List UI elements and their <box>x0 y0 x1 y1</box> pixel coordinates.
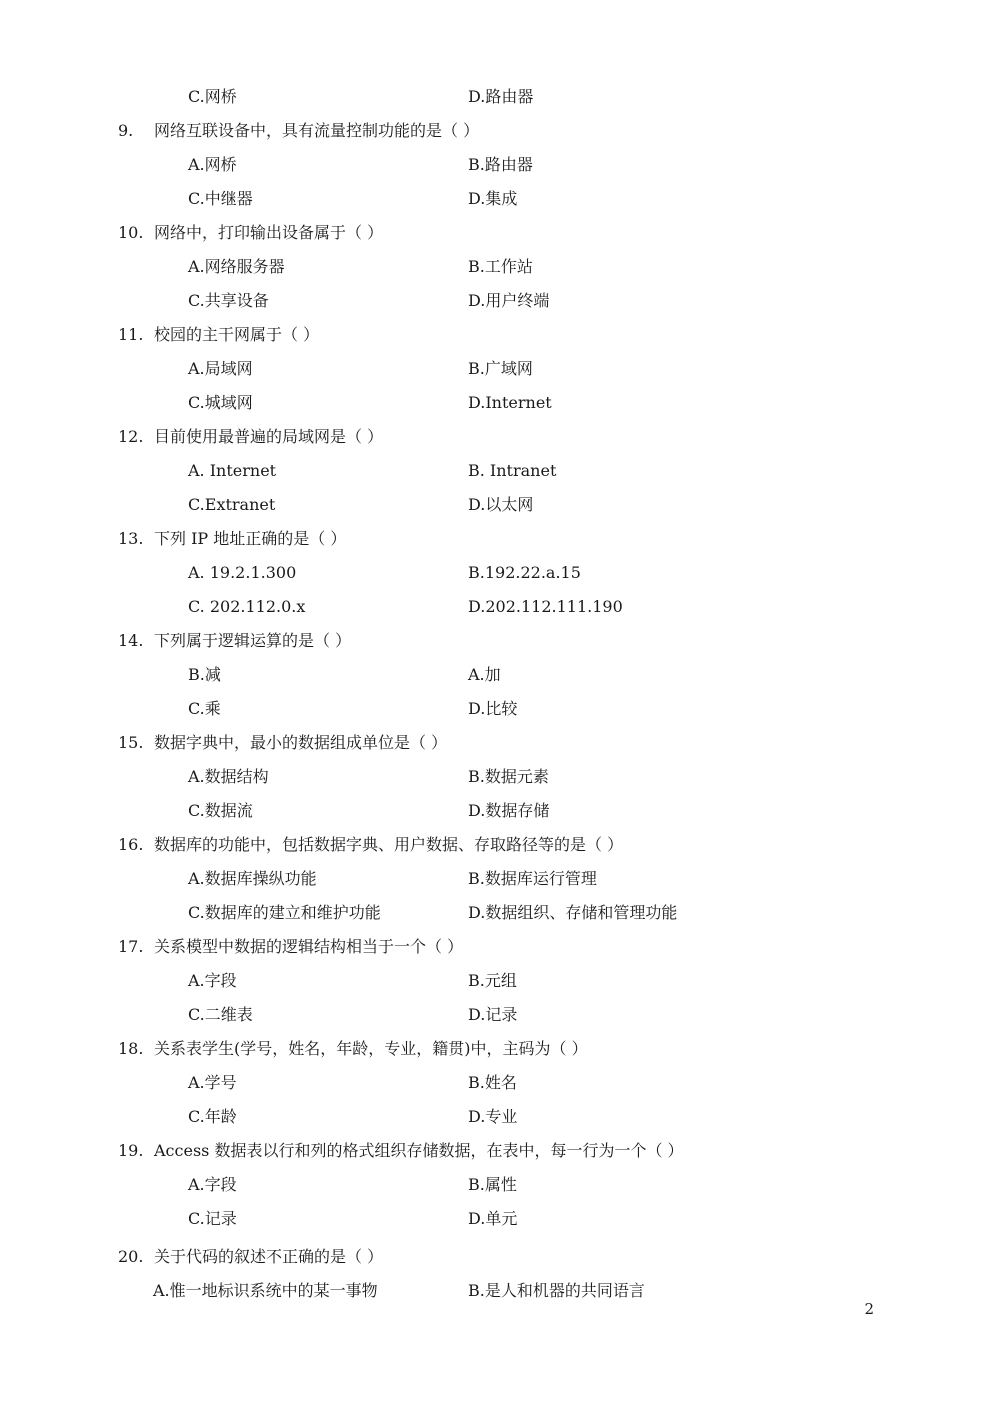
option-d: D.单元 <box>468 1209 518 1228</box>
option-c: C.网桥 <box>188 87 237 106</box>
question-10 <box>118 216 383 250</box>
question-number: 13. <box>118 529 144 548</box>
option-d: D.记录 <box>468 1005 518 1024</box>
option-a: A.数据库操纵功能 <box>188 869 317 888</box>
option-b: B.数据元素 <box>468 767 549 786</box>
question-number: 18. <box>118 1039 144 1058</box>
option-b: B.姓名 <box>468 1073 517 1092</box>
question-12 <box>118 420 383 454</box>
question-text: 关系模型中数据的逻辑结构相当于一个（ ） <box>154 937 464 956</box>
option-d: D.数据组织、存储和管理功能 <box>468 903 678 922</box>
question-number: 15. <box>118 733 144 752</box>
option-b: B.是人和机器的共同语言 <box>468 1281 645 1300</box>
question-text: 目前使用最普遍的局域网是（ ） <box>154 427 384 446</box>
option-d: D.集成 <box>468 189 518 208</box>
question-number: 11. <box>118 325 144 344</box>
option-d: D.专业 <box>468 1107 518 1126</box>
option-d: D.以太网 <box>468 495 534 514</box>
option-b: B.工作站 <box>468 257 533 276</box>
option-a: A.网络服务器 <box>188 257 285 276</box>
question-text: 关系表学生(学号，姓名，年龄，专业，籍贯)中，主码为（ ） <box>154 1039 588 1058</box>
option-d: D.202.112.111.190 <box>468 597 623 616</box>
question-17 <box>118 930 463 964</box>
question-text: 校园的主干网属于（ ） <box>154 325 320 344</box>
question-text: 数据库的功能中，包括数据字典、用户数据、存取路径等的是（ ） <box>154 835 624 854</box>
option-a: A.学号 <box>188 1073 237 1092</box>
page-number: 2 <box>864 1300 874 1318</box>
question-18 <box>118 1032 588 1066</box>
option-a: A.惟一地标识系统中的某一事物 <box>153 1281 378 1300</box>
option-c: C.数据库的建立和维护功能 <box>188 903 381 922</box>
question-13 <box>118 522 346 556</box>
option-b: B.路由器 <box>468 155 533 174</box>
option-c: C.年龄 <box>188 1107 237 1126</box>
option-b: B.元组 <box>468 971 517 990</box>
question-number: 19. <box>118 1141 144 1160</box>
option-d: D.Internet <box>468 393 552 412</box>
option-d: D.路由器 <box>468 87 534 106</box>
option-a: A.局域网 <box>188 359 253 378</box>
question-text: 网络中，打印输出设备属于（ ） <box>154 223 384 242</box>
question-text: 网络互联设备中，具有流量控制功能的是（ ） <box>154 121 480 140</box>
option-a: A.字段 <box>188 1175 237 1194</box>
question-number: 12. <box>118 427 144 446</box>
option-b: B. Intranet <box>468 461 557 480</box>
option-d: D.比较 <box>468 699 518 718</box>
question-text: 数据字典中，最小的数据组成单位是（ ） <box>154 733 448 752</box>
question-text: Access 数据表以行和列的格式组织存储数据，在表中，每一行为一个（ ） <box>154 1141 684 1160</box>
question-16 <box>118 828 623 862</box>
question-9 <box>118 114 479 148</box>
question-number: 9. <box>118 121 134 140</box>
question-15 <box>118 726 447 760</box>
option-b: B.广域网 <box>468 359 533 378</box>
option-c: C.记录 <box>188 1209 237 1228</box>
option-c: C.二维表 <box>188 1005 253 1024</box>
option-c: C. 202.112.0.x <box>188 597 306 616</box>
question-text: 下列属于逻辑运算的是（ ） <box>154 631 352 650</box>
question-number: 20. <box>118 1247 144 1266</box>
question-text: 关于代码的叙述不正确的是（ ） <box>154 1247 384 1266</box>
option-c: C.数据流 <box>188 801 253 820</box>
option-b: B.数据库运行管理 <box>468 869 597 888</box>
option-c: C.中继器 <box>188 189 253 208</box>
option-a: A.数据结构 <box>188 767 269 786</box>
option-b: A.加 <box>468 665 501 684</box>
option-a: A. 19.2.1.300 <box>188 563 297 582</box>
option-b: B.192.22.a.15 <box>468 563 581 582</box>
option-d: D.用户终端 <box>468 291 550 310</box>
option-a: A.网桥 <box>188 155 237 174</box>
option-a: A.字段 <box>188 971 237 990</box>
question-number: 16. <box>118 835 144 854</box>
option-a: B.减 <box>188 665 221 684</box>
question-number: 17. <box>118 937 144 956</box>
option-c: C.城域网 <box>188 393 253 412</box>
question-20 <box>118 1240 383 1274</box>
question-text: 下列 IP 地址正确的是（ ） <box>154 529 347 548</box>
question-number: 14. <box>118 631 144 650</box>
option-c: C.乘 <box>188 699 221 718</box>
option-b: B.属性 <box>468 1175 517 1194</box>
option-d: D.数据存储 <box>468 801 550 820</box>
option-c: C.Extranet <box>188 495 276 514</box>
question-number: 10. <box>118 223 144 242</box>
question-14 <box>118 624 351 658</box>
question-11 <box>118 318 319 352</box>
option-c: C.共享设备 <box>188 291 269 310</box>
question-19 <box>118 1134 684 1168</box>
option-a: A. Internet <box>188 461 277 480</box>
